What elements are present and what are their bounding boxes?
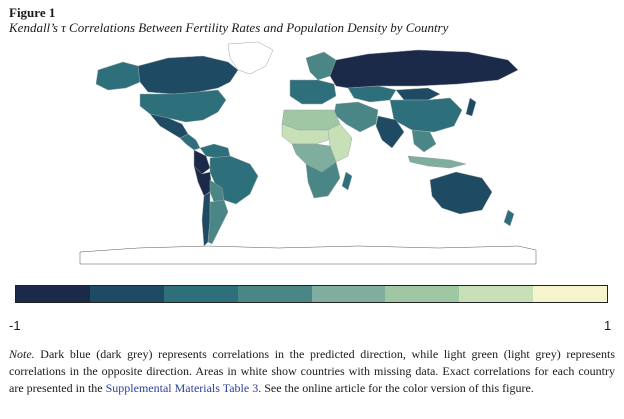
note-lead: Note. [9, 347, 35, 361]
legend-swatch-2 [90, 286, 164, 302]
legend-swatch-4 [238, 286, 312, 302]
region-madagascar [342, 172, 352, 190]
region-kazakhstan [348, 86, 396, 102]
region-australia [430, 172, 492, 214]
note-text-2: . See the online article for the color version of this figure. [258, 381, 534, 395]
region-alaska [96, 62, 140, 90]
region-argentina [208, 200, 228, 244]
region-mongolia [396, 88, 440, 100]
color-scale-bar [15, 285, 608, 303]
region-southeast-asia [412, 130, 436, 152]
scale-max-label: 1 [604, 318, 612, 333]
legend-swatch-3 [164, 286, 238, 302]
note-text-1: Dark blue (dark grey) represents correlations in the predicted direction, while light green (light grey) represents correlations in the opposite direction. Areas in white show countries with missing data. Exact correlations for each country are presented in the [9, 347, 615, 395]
legend-swatch-6 [385, 286, 459, 302]
region-antarctica [80, 246, 536, 264]
region-russia [330, 50, 518, 88]
region-western-europe [290, 80, 336, 104]
legend-swatch-8 [533, 286, 607, 302]
region-central-america [180, 134, 200, 150]
figure-label: Figure 1 [9, 5, 56, 20]
region-japan [466, 98, 476, 116]
region-canada [138, 56, 238, 94]
legend-swatch-5 [312, 286, 386, 302]
supplemental-link[interactable]: Supplemental Materials Table 3 [105, 381, 259, 395]
figure-note [9, 346, 615, 397]
scale-min-label: -1 [9, 318, 21, 333]
figure-title: Kendall’s τ Correlations Between Fertility Rates and Population Density by Country [9, 20, 449, 35]
legend-swatch-7 [459, 286, 533, 302]
world-choropleth-map [78, 40, 538, 270]
region-indonesia [408, 156, 466, 168]
legend-swatch-1 [16, 286, 90, 302]
region-new-zealand [504, 210, 514, 226]
